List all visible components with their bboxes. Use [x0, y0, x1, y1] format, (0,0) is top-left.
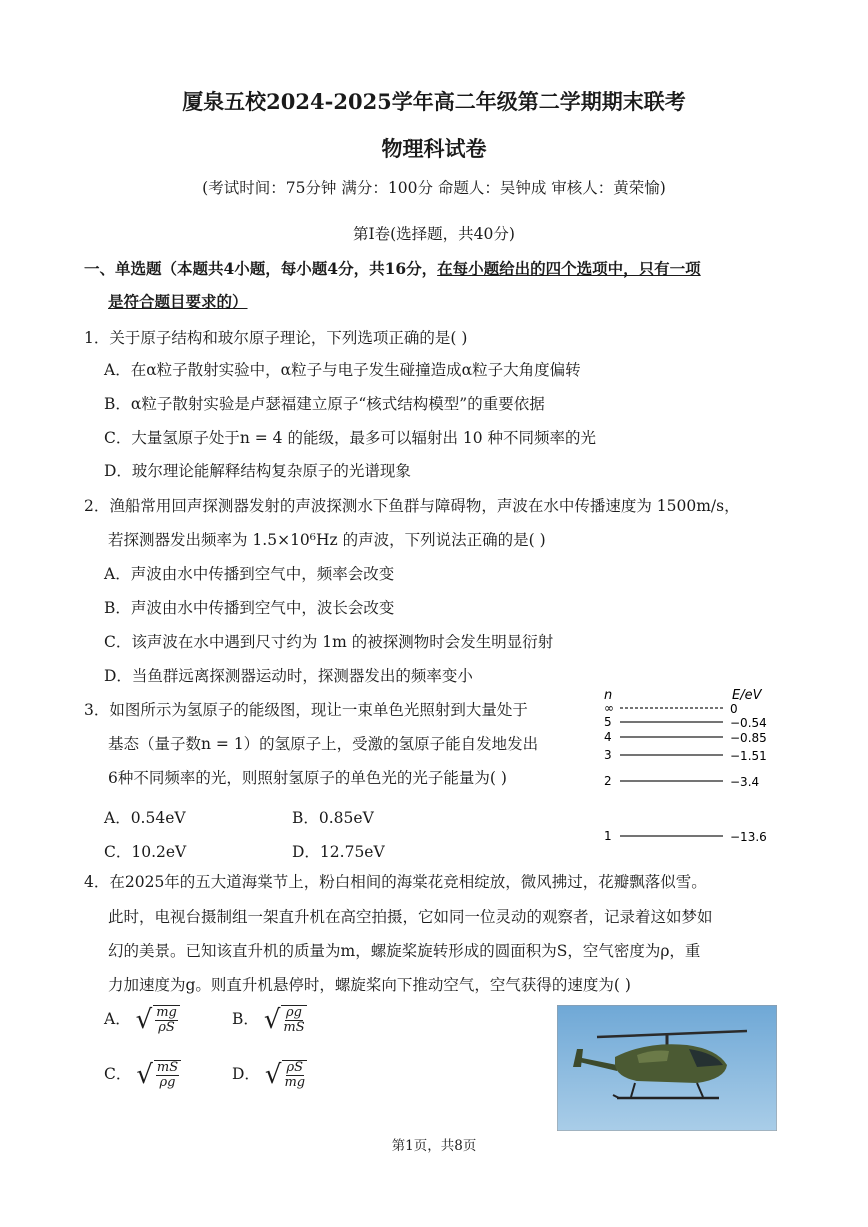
q4-stem-line4: 力加速度为g。则直升机悬停时，螺旋桨向下推动空气，空气获得的速度为( )	[108, 976, 631, 994]
section-heading-text: 一、单选题（本题共4小题，每小题4分，共16分，	[84, 259, 438, 278]
energy-axis-label: E/eV	[732, 688, 762, 703]
level-energy-label: −1.51	[730, 749, 767, 763]
q4-option-a: A． √ $\frac{mg}{\rho S}$	[104, 1005, 180, 1035]
q2-option-a: A．声波由水中传播到空气中，频率会改变	[104, 565, 395, 583]
section-heading	[84, 257, 701, 279]
part-heading: 第I卷(选择题，共40分)	[353, 225, 515, 243]
sqrt-expression: √ $\frac{\rho S}{mg}$	[264, 1060, 306, 1090]
level-energy-label: 0	[730, 702, 738, 716]
n-axis-label: n	[604, 688, 613, 703]
q3-stem-line1: 3．如图所示为氢原子的能级图，现让一束单色光照射到大量处于	[84, 701, 528, 719]
energy-level-diagram	[598, 684, 778, 854]
q4-option-b: B． √ $\frac{\rho g}{mS}$	[232, 1005, 305, 1035]
q2-option-d: D．当鱼群远离探测器运动时，探测器发出的频率变小	[104, 667, 473, 685]
q2-option-b: B．声波由水中传播到空气中，波长会改变	[104, 599, 395, 617]
sqrt-expression: √ $\frac{mS}{\rho g}$	[136, 1060, 181, 1090]
level-n-label: 4	[604, 730, 612, 744]
q1-option-c: C．大量氢原子处于n = 4 的能级，最多可以辐射出 10 种不同频率的光	[104, 429, 597, 447]
q2-option-c: C．该声波在水中遇到尺寸约为 1m 的被探测物时会发生明显衍射	[104, 633, 554, 651]
helicopter-photo	[557, 1005, 777, 1131]
q3-stem-line3: 6种不同频率的光，则照射氢原子的单色光的光子能量为( )	[108, 769, 507, 787]
q4-stem-line1: 4．在2025年的五大道海棠节上，粉白相间的海棠花竞相绽放，微风拂过，花瓣飘落似雪。	[84, 873, 707, 891]
exam-subtitle: 物理科试卷	[381, 136, 487, 161]
level-n-label: 5	[604, 715, 612, 729]
sqrt-expression: √ $\frac{\rho g}{mS}$	[263, 1005, 305, 1035]
level-n-label: 1	[604, 829, 612, 843]
q4-stem-line2: 此时，电视台摄制组一架直升机在高空拍摄，它如同一位灵动的观察者，记录着这如梦如	[108, 908, 713, 926]
section-heading-line2: 是符合题目要求的）	[108, 292, 248, 311]
section-heading-underlined: 在每小题给出的四个选项中，只有一项	[437, 259, 701, 278]
q3-option-d: D．12.75eV	[292, 843, 385, 861]
level-energy-label: −13.6	[730, 830, 767, 844]
q1-option-d: D．玻尔理论能解释结构复杂原子的光谱现象	[104, 462, 411, 480]
level-energy-label: −0.85	[730, 731, 767, 745]
level-energy-label: −0.54	[730, 716, 767, 730]
level-n-label: 2	[604, 774, 612, 788]
level-energy-label: −3.4	[730, 775, 760, 789]
q1-option-b: B．α粒子散射实验是卢瑟福建立原子“核式结构模型”的重要依据	[104, 395, 545, 413]
q4-stem-line3: 幻的美景。已知该直升机的质量为m，螺旋桨旋转形成的圆面积为S，空气密度为ρ，重	[108, 942, 701, 960]
q1-stem: 1．关于原子结构和玻尔原子理论，下列选项正确的是( )	[84, 329, 468, 347]
page-number: 第1页，共8页	[391, 1138, 477, 1154]
q3-stem-line2: 基态（量子数n = 1）的氢原子上，受激的氢原子能自发地发出	[108, 735, 539, 753]
q2-stem-line2: 若探测器发出频率为 1.5×10⁶Hz 的声波，下列说法正确的是( )	[108, 531, 546, 549]
q3-option-b: B．0.85eV	[292, 809, 374, 827]
q3-option-a: A．0.54eV	[104, 809, 186, 827]
level-n-label: ∞	[604, 701, 614, 715]
level-n-label: 3	[604, 748, 612, 762]
q4-option-d: D． √ $\frac{\rho S}{mg}$	[232, 1060, 306, 1090]
q1-option-a: A．在α粒子散射实验中，α粒子与电子发生碰撞造成α粒子大角度偏转	[104, 361, 581, 379]
exam-title: 厦泉五校2024-2025学年高二年级第二学期期末联考	[182, 89, 686, 114]
exam-info: (考试时间：75分钟 满分：100分 命题人：吴钟成 审核人：黄荣愉)	[202, 179, 666, 197]
q2-stem-line1: 2．渔船常用回声探测器发射的声波探测水下鱼群与障碍物，声波在水中传播速度为 1500m/s，	[84, 497, 740, 515]
q3-option-c: C．10.2eV	[104, 843, 187, 861]
sqrt-expression: √ $\frac{mg}{\rho S}$	[136, 1005, 180, 1035]
q4-option-c: C． √ $\frac{mS}{\rho g}$	[104, 1060, 181, 1090]
